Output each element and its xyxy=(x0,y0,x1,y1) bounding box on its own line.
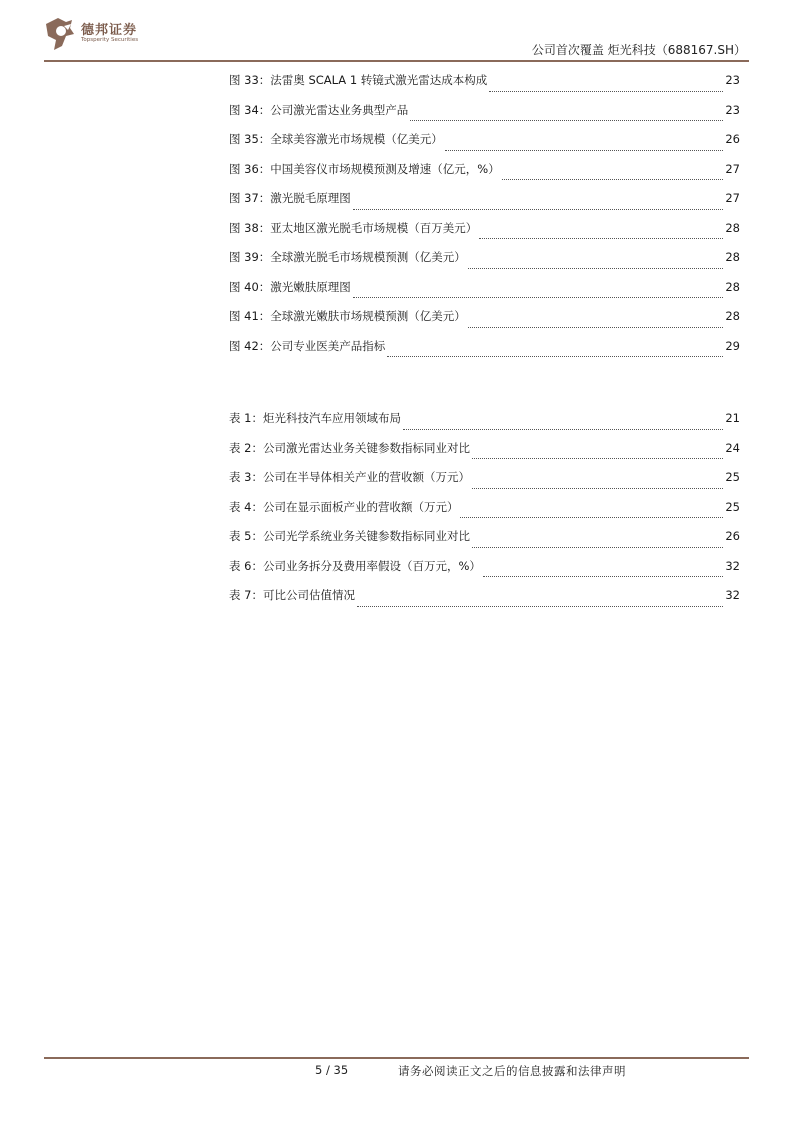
figure-entry[interactable] xyxy=(229,161,740,191)
dot-leader xyxy=(410,119,723,121)
logo-chinese-name: 德邦证券 xyxy=(81,23,138,38)
toc-entry-label[interactable]: 表 4：公司在显示面板产业的营收额（万元） xyxy=(229,499,459,514)
report-title: 公司首次覆盖 炬光科技（688167.SH） xyxy=(531,43,746,57)
toc-entry-page[interactable]: 28 xyxy=(725,250,740,264)
toc-entry-label[interactable]: 图 39：全球激光脱毛市场规模预测（亿美元） xyxy=(229,250,466,264)
dot-leader xyxy=(468,267,724,269)
figure-entry[interactable] xyxy=(229,131,740,161)
dot-leader xyxy=(353,208,724,210)
figure-list xyxy=(229,72,740,367)
toc-entry-page[interactable]: 23 xyxy=(725,102,740,117)
toc-entry-label[interactable]: 图 38：亚太地区激光脱毛市场规模（百万美元） xyxy=(229,220,478,235)
dot-leader xyxy=(387,355,723,357)
logo-mark-icon xyxy=(44,16,76,52)
table-entry[interactable] xyxy=(229,587,740,617)
figure-entry[interactable] xyxy=(229,220,740,250)
toc-entry-page[interactable]: 28 xyxy=(725,309,740,323)
dot-leader xyxy=(483,575,723,577)
toc-entry-page[interactable]: 21 xyxy=(725,411,740,425)
figure-entry[interactable] xyxy=(229,308,740,338)
toc-entry-label[interactable]: 表 7：可比公司估值情况 xyxy=(229,588,355,602)
toc-entry-label[interactable]: 图 37：激光脱毛原理图 xyxy=(229,191,351,205)
toc-entry-page[interactable]: 27 xyxy=(725,161,740,176)
header-divider xyxy=(44,60,749,62)
table-entry[interactable] xyxy=(229,558,740,588)
table-entry[interactable] xyxy=(229,440,740,470)
toc-entry-page[interactable]: 28 xyxy=(725,220,740,235)
figure-entry[interactable] xyxy=(229,249,740,279)
dot-leader xyxy=(468,326,724,328)
toc-entry-label[interactable]: 图 40：激光嫩肤原理图 xyxy=(229,279,351,294)
table-entry[interactable] xyxy=(229,469,740,499)
toc-entry-page[interactable]: 28 xyxy=(725,279,740,294)
toc-entry-label[interactable]: 图 34：公司激光雷达业务典型产品 xyxy=(229,102,409,117)
dot-leader xyxy=(472,487,723,489)
footer-divider xyxy=(44,1057,749,1059)
logo-english-name: Topsperity Securities xyxy=(81,37,139,43)
toc-entry-page[interactable]: 29 xyxy=(725,338,740,353)
toc-entry-page[interactable]: 27 xyxy=(725,191,740,205)
dot-leader xyxy=(357,605,723,607)
table-list xyxy=(229,410,740,617)
dot-leader xyxy=(479,237,723,239)
toc-entry-page[interactable]: 26 xyxy=(725,529,740,543)
company-logo xyxy=(44,16,164,56)
dot-leader xyxy=(472,457,723,459)
toc-entry-page[interactable]: 26 xyxy=(725,132,740,146)
table-entry[interactable] xyxy=(229,528,740,558)
dot-leader xyxy=(502,178,724,180)
toc-entry-page[interactable]: 24 xyxy=(725,440,740,455)
toc-entry-page[interactable]: 23 xyxy=(725,73,740,87)
figure-entry[interactable] xyxy=(229,102,740,132)
dot-leader xyxy=(460,516,723,518)
table-entry[interactable] xyxy=(229,410,740,440)
page-number: 5 / 35 xyxy=(315,1063,349,1077)
legal-disclaimer: 请务必阅读正文之后的信息披露和法律声明 xyxy=(398,1064,626,1078)
toc-entry-label[interactable]: 表 1：炬光科技汽车应用领域布局 xyxy=(229,411,401,425)
toc-entry-label[interactable]: 图 33：法雷奥 SCALA 1 转镜式激光雷达成本构成 xyxy=(229,73,488,87)
toc-entry-label[interactable]: 表 3：公司在半导体相关产业的营收额（万元） xyxy=(229,470,470,484)
figure-entry[interactable] xyxy=(229,279,740,309)
figure-entry[interactable] xyxy=(229,190,740,220)
toc-entry-label[interactable]: 表 2：公司激光雷达业务关键参数指标同业对比 xyxy=(229,440,470,455)
toc-entry-page[interactable]: 25 xyxy=(725,470,740,484)
toc-entry-label[interactable]: 图 42：公司专业医美产品指标 xyxy=(229,338,386,353)
dot-leader xyxy=(403,428,723,430)
toc-entry-page[interactable]: 25 xyxy=(725,499,740,514)
toc-entry-label[interactable]: 图 35：全球美容激光市场规模（亿美元） xyxy=(229,132,443,146)
dot-leader xyxy=(353,296,724,298)
toc-entry-label[interactable]: 图 41：全球激光嫩肤市场规模预测（亿美元） xyxy=(229,309,466,323)
toc-entry-label[interactable]: 表 6：公司业务拆分及费用率假设（百万元，%） xyxy=(229,558,481,573)
dot-leader xyxy=(472,546,723,548)
table-entry[interactable] xyxy=(229,499,740,529)
toc-entry-page[interactable]: 32 xyxy=(725,588,740,602)
toc-entry-label[interactable]: 表 5：公司光学系统业务关键参数指标同业对比 xyxy=(229,529,470,543)
dot-leader xyxy=(445,149,724,151)
figure-entry[interactable] xyxy=(229,72,740,102)
figure-entry[interactable] xyxy=(229,338,740,368)
dot-leader xyxy=(489,90,723,92)
toc-entry-label[interactable]: 图 36：中国美容仪市场规模预测及增速（亿元，%） xyxy=(229,161,500,176)
toc-entry-page[interactable]: 32 xyxy=(725,558,740,573)
